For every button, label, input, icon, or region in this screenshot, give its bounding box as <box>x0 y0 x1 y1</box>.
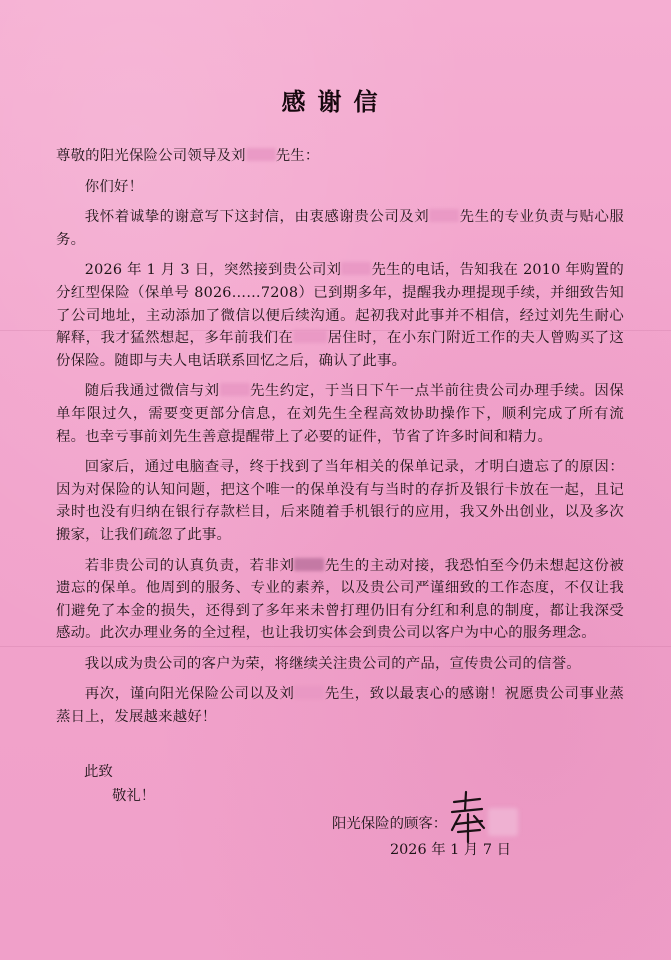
paragraph-3: 随后我通过微信与刘 先生约定，于当日下午一点半前往贵公司办理手续。因保单年限过久，需要变更部分信息，在刘先生全程高效协助操作下，顺利完成了所有流程。也幸亏事前刘先生善意提醒带上了必要的证件，节省了许多时间和精力。 <box>56 383 624 445</box>
paragraph-2: 2026 年 1 月 3 日，突然接到贵公司刘 先生的电话，告知我在 2010 年购置的分红型保险（保单号 8026……7208）已到期多年，提醒我办理提现手续，并细致告知了公司地址，主动添加了微信以便后续沟通。起初我对此事并不相信，经过刘先生耐心解释，我才猛然想起，多年前我们在 居住时，在小东门附近工作的夫人曾购买了这份保险。随即与夫人电话联系回忆之后，确认了此事。 <box>56 262 624 369</box>
redacted-name <box>429 209 459 222</box>
paragraph-6: 我以成为贵公司的客户为荣，将继续关注贵公司的产品，宣传贵公司的信誉。 <box>84 655 581 672</box>
redacted-name <box>294 558 324 571</box>
redacted-place <box>293 330 327 343</box>
letter-date: 2026 年 1 月 7 日 <box>390 842 511 858</box>
signer-label: 阳光保险的顾客： <box>332 816 448 832</box>
greeting: 你们好！ <box>84 178 144 195</box>
closing-line-2: 敬礼！ <box>112 788 156 804</box>
letter-title: 感谢信 <box>281 88 390 116</box>
salutation: 尊敬的阳光保险公司领导及刘 先生： <box>56 148 320 164</box>
paragraph-7: 再次，谨向阳光保险公司以及刘 先生，致以最衷心的感谢！祝愿贵公司事业蒸蒸日上，发展越来越好！ <box>56 686 624 726</box>
paragraph-1: 我怀着诚挚的谢意写下这封信，由衷感谢贵公司及刘 先生的专业负责与贴心服务。 <box>56 209 625 248</box>
redacted-name <box>341 262 371 275</box>
closing <box>84 760 155 808</box>
letter-body <box>56 145 624 737</box>
paragraph-5: 若非贵公司的认真负责，若非刘 先生的主动对接，我恐怕至今仍未想起这份被遗忘的保单。他周到的服务、专业的素养，以及贵公司严谨细致的工作态度，不仅让我们避免了本金的损失，还得到了多年来未曾打理仍旧有分红和利息的制度，都让我深受感动。此次办理业务的全过程，也让我切实体会到贵公司以客户为中心的服务理念。 <box>56 557 624 642</box>
redacted-name <box>246 148 276 161</box>
redacted-name <box>220 383 250 396</box>
closing-line-1: 此致 <box>84 764 113 780</box>
redacted-name <box>294 686 324 699</box>
paragraph-4: 回家后，通过电脑查寻，终于找到了当年相关的保单记录，才明白遗忘了的原因：因为对保险的认知问题，把这个唯一的保单没有与当时的存折及银行卡放在一起，且记录时也没有归纳在银行存款栏目，后来随着手机银行的应用，我又外出创业，以及多次搬家，让我们疏忽了此事。 <box>56 459 624 543</box>
handwritten-signature <box>446 790 490 844</box>
redacted-signature <box>488 808 518 836</box>
